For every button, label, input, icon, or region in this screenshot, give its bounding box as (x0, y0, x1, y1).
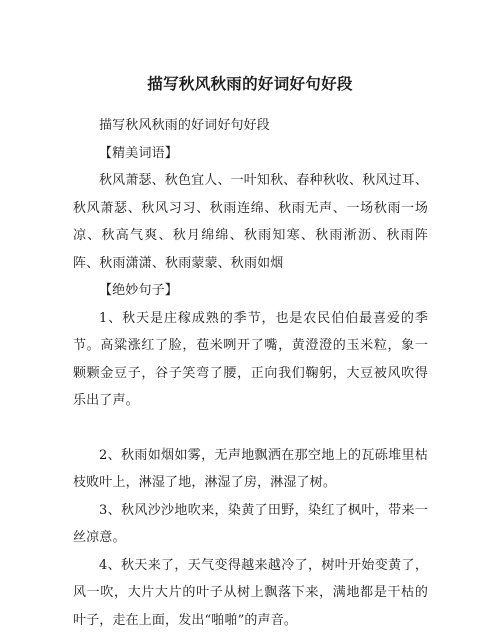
subtitle-paragraph: 描写秋风秋雨的好词好句好段 (73, 112, 428, 140)
section-heading-words: 【精美词语】 (73, 140, 428, 168)
sentence-paragraph-1: 1、秋天是庄稼成熟的季节，也是农民伯伯最喜爱的季节。高粱涨红了脸，苞米咧开了嘴，黄澄澄的玉米粒，象一颗颗金豆子，谷子笑弯了腰，正向我们鞠躬，大豆被风吹得乐出了声。 (73, 305, 428, 415)
word-list-paragraph: 秋风萧瑟、秋色宜人、一叶知秋、春种秋收、秋风过耳、秋风萧瑟、秋风习习、秋雨连绵、秋雨无声、一场秋雨一场凉、秋高气爽、秋月绵绵、秋雨知寒、秋雨淅沥、秋雨阵阵、秋雨潇潇、秋雨蒙蒙、秋雨如烟 (73, 167, 428, 277)
sentence-paragraph-3: 3、秋风沙沙地吹来，染黄了田野，染红了枫叶，带来一丝凉意。 (73, 497, 428, 552)
sentence-paragraph-4: 4、秋天来了，天气变得越来越冷了，树叶开始变黄了，风一吹，大片大片的叶子从树上飘落下来，满地都是干枯的叶子，走在上面，发出“啪啪”的声音。 (73, 552, 428, 634)
section-heading-sentences: 【绝妙句子】 (73, 277, 428, 305)
document-title: 描写秋风秋雨的好词好句好段 (0, 74, 500, 94)
sentence-paragraph-2: 2、秋雨如烟如雾，无声地飘洒在那空地上的瓦砾堆里枯枝败叶上，淋湿了地，淋湿了房，淋湿了树。 (73, 442, 428, 497)
document-body (73, 112, 428, 634)
